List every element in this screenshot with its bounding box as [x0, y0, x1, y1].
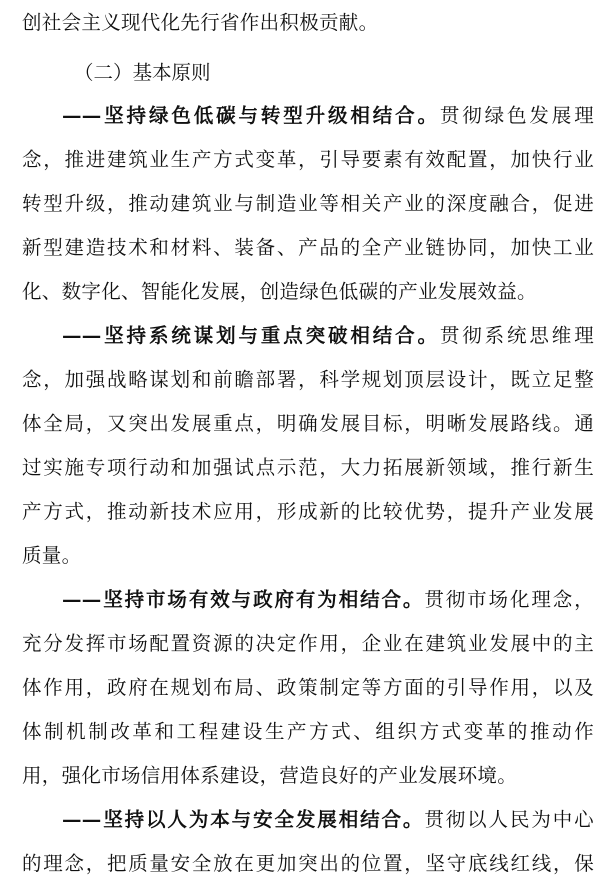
principle-1-line-3: 新型建造技术和材料、装备、产品的全产业链协同，加快工业 — [22, 236, 594, 259]
principle-4-line-0: 贯彻以人民为中心 — [424, 808, 594, 831]
principle-2-line-2: 体全局，又突出发展重点，明确发展目标，明晰发展路线。通 — [22, 412, 594, 435]
principle-2-line-5: 质量。 — [22, 544, 82, 567]
principle-3-line-3: 体制机制改革和工程建设生产方式、组织方式变革的推动作 — [22, 720, 594, 743]
principle-2-first-line — [62, 321, 594, 351]
principle-4-title: ——坚持以人为本与安全发展相结合。 — [62, 808, 425, 831]
principle-3-title: ——坚持市场有效与政府有为相结合。 — [62, 588, 425, 611]
principle-4-line-1: 的理念，把质量安全放在更加突出的位置，坚守底线红线，保 — [22, 852, 594, 875]
principle-3-line-1: 充分发挥市场配置资源的决定作用，企业在建筑业发展中的主 — [22, 632, 594, 655]
principle-1-line-0: 贯彻绿色发展理 — [439, 104, 594, 127]
principle-3-line-4: 用，强化市场信用体系建设，营造良好的产业发展环境。 — [22, 764, 518, 787]
principle-3-line-2: 体作用，政府在规划布局、政策制定等方面的引导作用，以及 — [22, 676, 594, 699]
principle-1-line-1: 念，推进建筑业生产方式变革，引导要素有效配置，加快行业 — [22, 148, 594, 171]
section-heading: （二）基本原则 — [74, 61, 211, 84]
principle-1-title: ——坚持绿色低碳与转型升级相结合。 — [62, 104, 440, 127]
intro-tail-text: 创社会主义现代化先行省作出积极贡献。 — [22, 11, 379, 34]
principle-3-line-0: 贯彻市场化理念， — [424, 588, 594, 611]
principle-2-line-1: 念，加强战略谋划和前瞻部署，科学规划顶层设计，既立足整 — [22, 368, 594, 391]
principle-1-first-line — [62, 101, 594, 131]
principle-2-line-4: 产方式，推动新技术应用，形成新的比较优势，提升产业发展 — [22, 500, 594, 523]
principle-2-line-0: 贯彻系统思维理 — [439, 324, 594, 347]
principle-3-first-line — [62, 585, 594, 615]
principle-2-line-3: 过实施专项行动和加强试点示范，大力拓展新领域，推行新生 — [22, 456, 594, 479]
principle-2-title: ——坚持系统谋划与重点突破相结合。 — [62, 324, 440, 347]
principle-4-first-line — [62, 805, 594, 835]
principle-1-line-2: 转型升级，推动建筑业与制造业等相关产业的深度融合，促进 — [22, 192, 594, 215]
principle-1-line-4: 化、数字化、智能化发展，创造绿色低碳的产业发展效益。 — [22, 280, 537, 303]
